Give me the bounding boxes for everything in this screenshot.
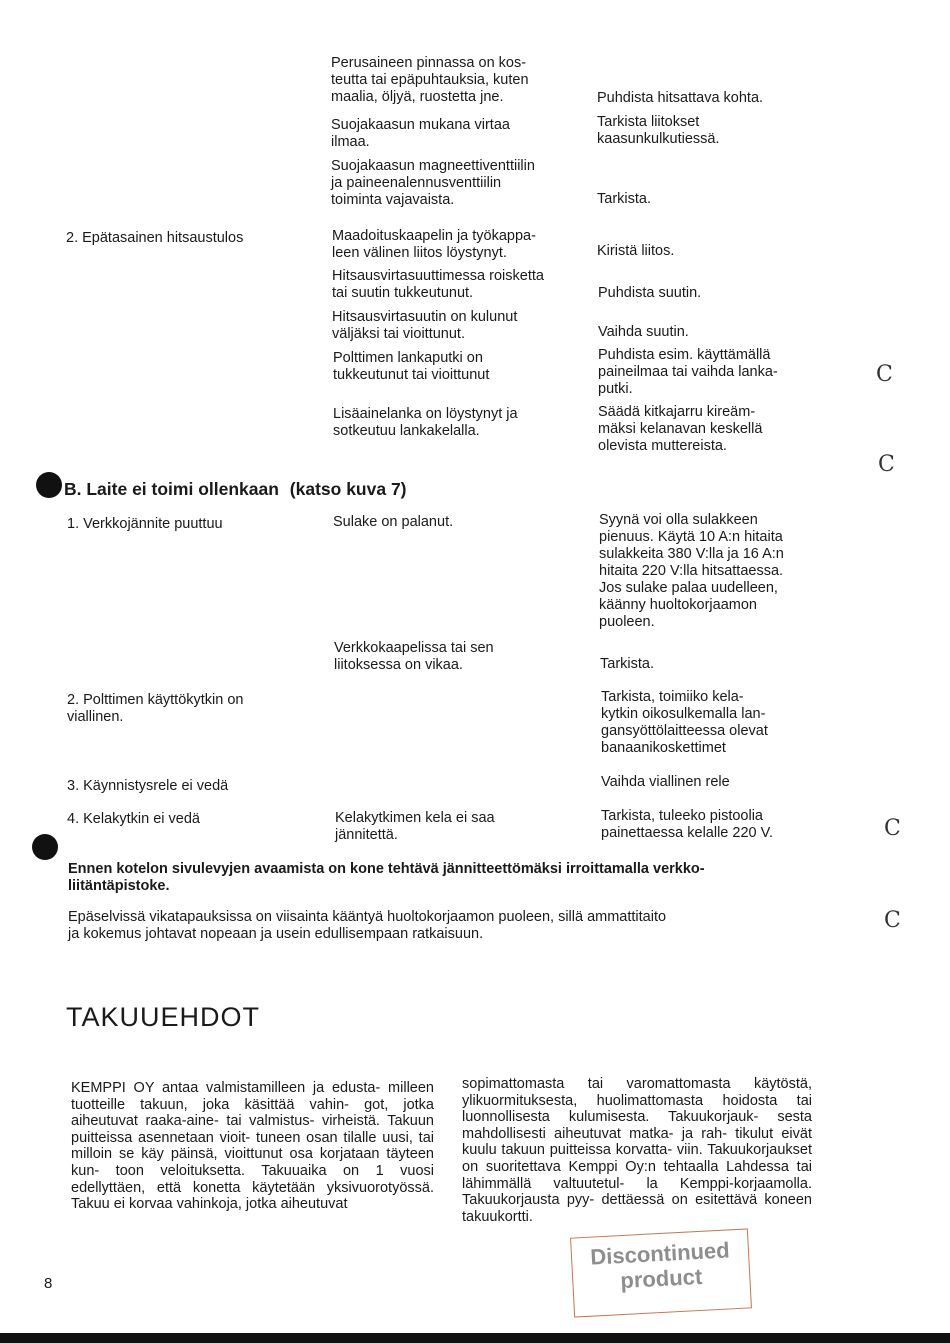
remedy-text: Puhdista suutin. [598, 285, 702, 301]
cause-text: Lisäainelanka on löystynyt ja sotkeutuu lankakelalla. [333, 406, 518, 439]
fault-text: 4. Kelakytkin ei vedä [67, 811, 200, 827]
binder-hole-mark: C [878, 452, 895, 477]
cause-text: Hitsausvirtasuuttimessa roisketta tai suutin tukkeutunut. [332, 268, 544, 301]
remedy-text: Puhdista hitsattava kohta. [597, 90, 764, 106]
remedy-text: Puhdista esim. käyttämällä paineilmaa tai vaihda lanka- putki. [598, 347, 778, 397]
cause-text: Hitsausvirtasuutin on kulunut väljäksi tai vioittunut. [332, 309, 518, 342]
warranty-left-column: KEMPPI OY antaa valmistamilleen ja edusta- milleen tuotteille takuun, joka käsittää vahin- got, jotka aiheutuvat raaka-aine- tai valmistus- virheistä. Takuun puitteissa asennetaan vioit- tuneen osan tilalle uusi, tai milloin se käy päinsä, vioittunut osa korjataan täyteen kun- toon veloituksetta. Takuuaika on 1 vuosi edellyttäen, että konetta käytetään yksivuorotyössä. Takuu ei korvaa vahinkoja, jotka aiheutuvat [71, 1080, 434, 1213]
bullet-dot [32, 834, 58, 860]
cause-text: Suojakaasun mukana virtaa ilmaa. [331, 117, 510, 150]
warranty-title: TAKUUEHDOT [66, 1002, 261, 1032]
stamp-line-2: product [619, 1263, 703, 1294]
stamp-line-1: Discontinued [589, 1237, 731, 1270]
remedy-text: Tarkista liitokset kaasunkulkutiessä. [597, 114, 720, 147]
fault-text: 2. Polttimen käyttökytkin on viallinen. [67, 692, 244, 725]
binder-hole-mark: C [884, 908, 901, 933]
advice-text: Epäselvissä vikatapauksissa on viisainta kääntyä huoltokorjaamon puoleen, sillä ammattitaito ja kokemus johtavat nopeaan ja usein edullisempaan ratkaisuun. [68, 909, 667, 942]
page-number: 8 [44, 1275, 53, 1292]
warranty-right-column: sopimattomasta tai varomattomasta käytöstä, ylikuormituksesta, huolimattomasta hoidosta tai luonnollisesta kulumisesta. Takuukorjauk- sesta mahdollisesti aiheutuvat matka- ja rah- tikulut eivät kuulu takuun puitteissa korvatta- viin. Takuukorjaukset on suoritettava Kemppi Oy:n tehtaalla Lahdessa tai lähimmällä valtuutetul- la Kemppi-korjaamolla. Takuukorjausta pyy- dettäessä on esitettävä koneen takuukortti. [462, 1076, 812, 1225]
fault-text: 3. Käynnistysrele ei vedä [67, 778, 229, 794]
remedy-text: Vaihda suutin. [598, 324, 689, 340]
cause-text: Polttimen lankaputki on tukkeutunut tai vioittunut [333, 350, 490, 383]
discontinued-stamp [570, 1228, 752, 1317]
section-b-title: B. Laite ei toimi ollenkaan [64, 479, 279, 499]
scan-edge-bar [0, 1333, 950, 1343]
bullet-dot [36, 472, 62, 498]
remedy-text: Kiristä liitos. [597, 243, 675, 259]
remedy-text: Tarkista, toimiiko kela- kytkin oikosulkemalla lan- gansyöttölaitteessa olevat banaanikoskettimet [601, 689, 768, 756]
cause-text: Sulake on palanut. [333, 514, 454, 530]
warning-text: Ennen kotelon sivulevyjen avaamista on kone tehtävä jännitteettömäksi irroittamalla verkko- liitäntäpistoke. [68, 861, 705, 894]
remedy-text: Syynä voi olla sulakkeen pienuus. Käytä 10 A:n hitaita sulakkeita 380 V:lla ja 16 A:n hitaita 220 V:lla hitsattaessa. Jos sulake palaa uudelleen, käänny huoltokorjaamon puoleen. [599, 512, 784, 630]
cause-text: Suojakaasun magneettiventtiilin ja paineenalennusventtiilin toiminta vajavaista. [331, 158, 535, 208]
fault-text: 2. Epätasainen hitsaustulos [66, 230, 244, 246]
cause-text: Kelakytkimen kela ei saa jännitettä. [335, 810, 495, 843]
cause-text: Maadoituskaapelin ja työkappa- leen välinen liitos löystynyt. [332, 228, 536, 261]
cause-text: Perusaineen pinnassa on kos- teutta tai epäpuhtauksia, kuten maalia, öljyä, ruostetta jne. [331, 55, 529, 105]
cause-text: Verkkokaapelissa tai sen liitoksessa on vikaa. [334, 640, 494, 673]
remedy-text: Säädä kitkajarru kireäm- mäksi kelanavan keskellä olevista muttereista. [598, 404, 763, 454]
section-b-figure-ref: (katso kuva 7) [289, 479, 407, 499]
remedy-text: Vaihda viallinen rele [601, 774, 730, 790]
binder-hole-mark: C [876, 362, 893, 387]
fault-text: 1. Verkkojännite puuttuu [67, 516, 223, 532]
remedy-text: Tarkista. [600, 656, 654, 672]
remedy-text: Tarkista. [597, 191, 651, 207]
remedy-text: Tarkista, tuleeko pistoolia painettaessa kelalle 220 V. [601, 808, 773, 841]
binder-hole-mark: C [884, 816, 901, 841]
section-b-heading [64, 479, 407, 499]
